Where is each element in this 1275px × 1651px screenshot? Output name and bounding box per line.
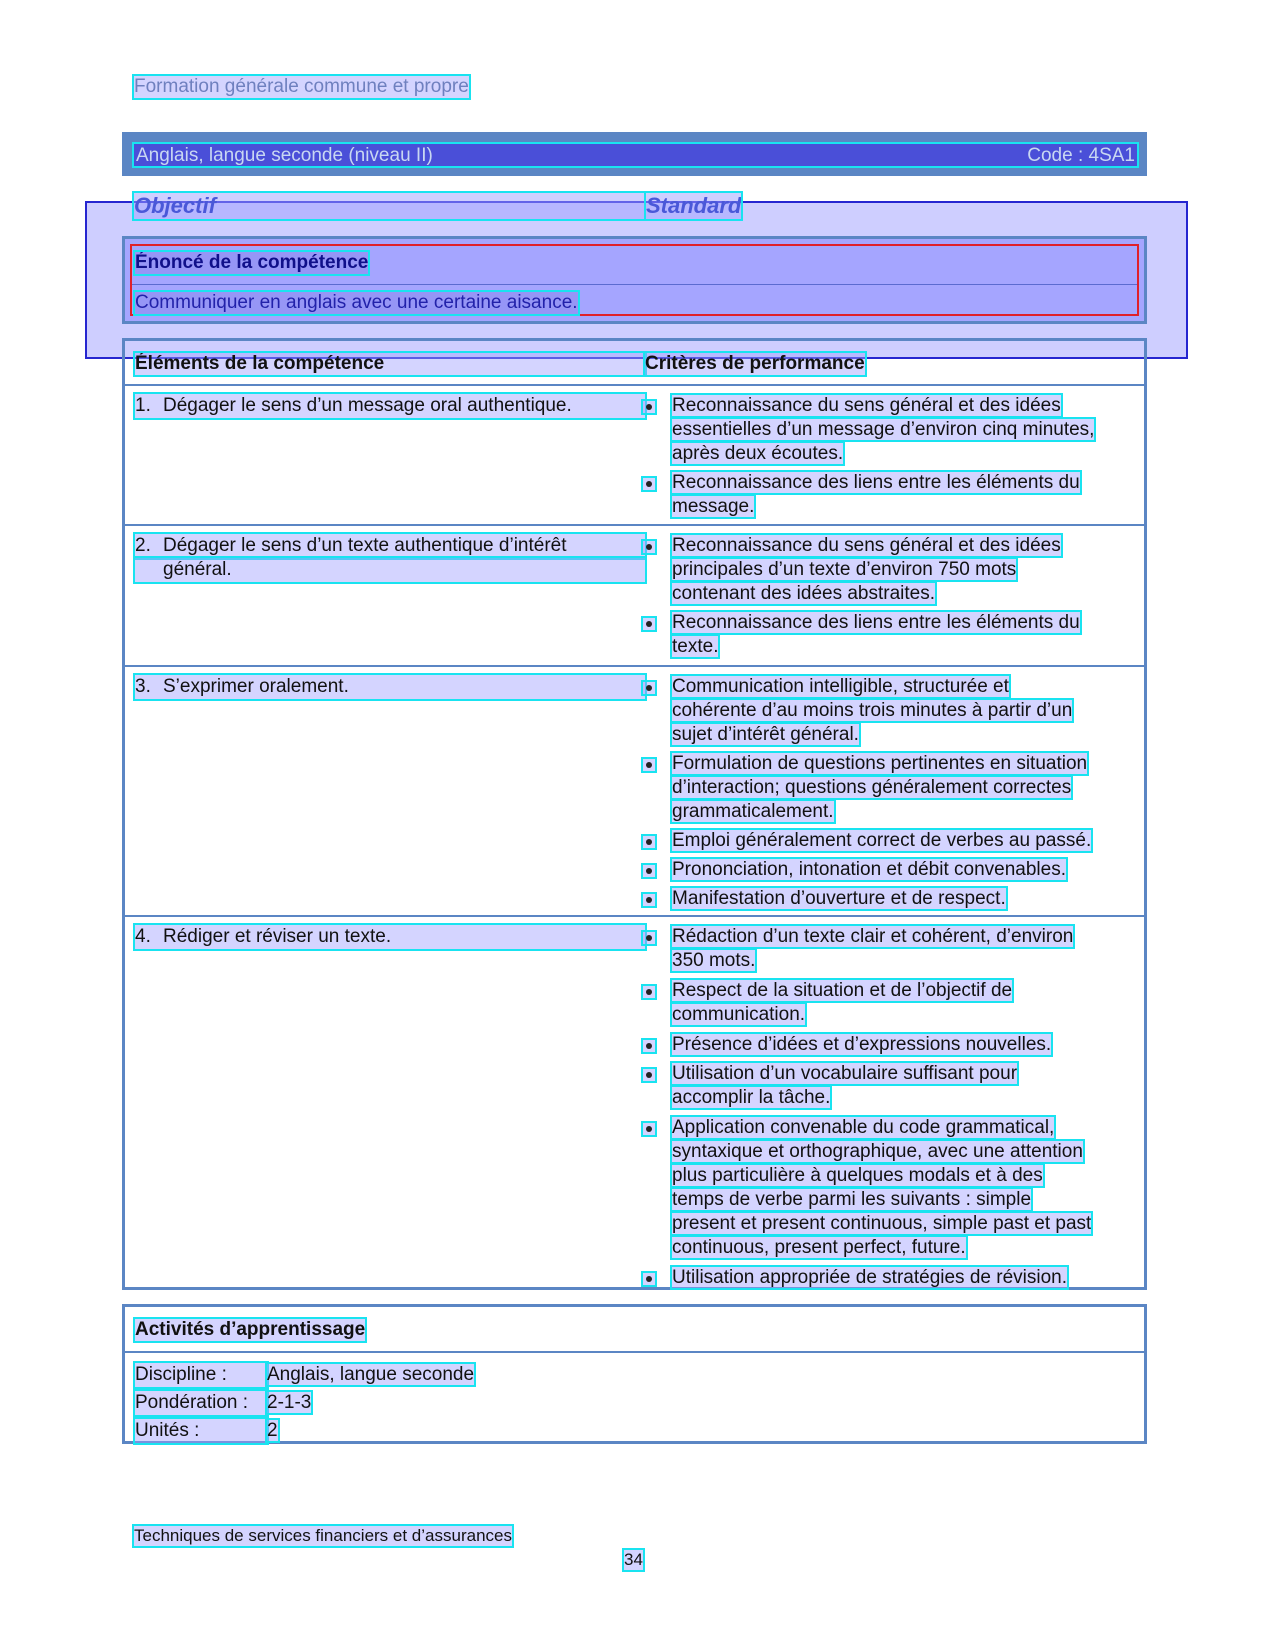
section-label: Formation générale commune et propre [134, 76, 469, 97]
objective-heading: Objectif [134, 193, 644, 219]
statement-box [122, 236, 1147, 324]
standard-heading: Standard [646, 193, 742, 218]
bullet-icon [643, 541, 655, 553]
criterion-item: Reconnaissance du sens général et des idées principales d’un texte d’environ 750 mots contenant des idées abstraites. [672, 535, 1061, 604]
criterion-item: Prononciation, intonation et débit convenables. [672, 859, 1066, 880]
bullet-icon [643, 682, 655, 694]
table-divider [125, 915, 1144, 917]
criterion-item: Rédaction d’un texte clair et cohérent, d’environ 350 mots. [672, 926, 1074, 971]
table-divider [125, 665, 1144, 667]
bullet-icon [643, 1273, 655, 1285]
bullet-icon [643, 478, 655, 490]
element-item: 3. S’exprimer oralement. [135, 675, 645, 699]
footer-program: Techniques de services financiers et d’assurances [134, 1526, 512, 1545]
competence-table [122, 338, 1147, 1290]
bullet-icon [643, 894, 655, 906]
bullet-icon [643, 618, 655, 630]
bullet-icon [643, 836, 655, 848]
criterion-item: Utilisation d’un vocabulaire suffisant pour accomplir la tâche. [672, 1063, 1018, 1108]
criterion-item: Emploi généralement correct de verbes au passé. [672, 830, 1092, 851]
program-name: Anglais, langue seconde (niveau II) [136, 145, 433, 166]
criterion-item: Utilisation appropriée de stratégies de révision. [672, 1267, 1067, 1288]
table-divider [125, 524, 1144, 526]
bullet-icon [643, 759, 655, 771]
page-number: 34 [624, 1550, 643, 1569]
element-item: 2. Dégager le sens d’un texte authentique d’intérêt général. [135, 534, 645, 582]
criterion-item: Reconnaissance des liens entre les éléments du texte. [672, 612, 1080, 657]
element-item: 1. Dégager le sens d’un message oral authentique. [135, 394, 645, 418]
bullet-icon [643, 401, 655, 413]
criterion-item: Reconnaissance du sens général et des idées essentielles d’un message d’environ cinq minutes, après deux écoutes. [672, 395, 1095, 464]
criterion-item: Communication intelligible, structurée et cohérente d’au moins trois minutes à partir d’un sujet d’intérêt général. [672, 676, 1073, 745]
element-item: 4. Rédiger et réviser un texte. [135, 925, 645, 949]
info-row-discipline: Discipline : Anglais, langue seconde [135, 1364, 475, 1385]
bullet-icon [643, 1040, 655, 1052]
statement-text: Communiquer en anglais avec une certaine aisance. [135, 292, 578, 313]
activities-box [122, 1304, 1147, 1444]
activities-heading: Activités d’apprentissage [135, 1319, 366, 1340]
elements-heading: Éléments de la compétence [135, 353, 645, 375]
criterion-item: Respect de la situation et de l’objectif de communication. [672, 980, 1013, 1025]
criteria-heading: Critères de performance [645, 353, 865, 374]
bullet-icon [643, 1069, 655, 1081]
bullet-icon [643, 986, 655, 998]
bullet-icon [643, 1123, 655, 1135]
program-code: Code : 4SA1 [1027, 145, 1135, 166]
info-row-units: Unités : 2 [135, 1420, 278, 1441]
table-divider [125, 384, 1144, 386]
criterion-item: Application convenable du code grammatical, syntaxique et orthographique, avec une attention plus particulière à quelques modals et à des temps de verbe parmi les suivants : simple present et present continuous, simple past et past continuous, present perfect, future. [672, 1117, 1092, 1258]
bullet-icon [643, 932, 655, 944]
criterion-item: Reconnaissance des liens entre les éléments du message. [672, 472, 1080, 517]
statement-heading: Énoncé de la compétence [135, 252, 369, 273]
bullet-icon [643, 865, 655, 877]
program-header [122, 132, 1147, 176]
criterion-item: Présence d’idées et d’expressions nouvelles. [672, 1034, 1052, 1055]
criterion-item: Formulation de questions pertinentes en situation d’interaction; questions généralement correctes grammaticalement. [672, 753, 1088, 822]
activities-divider [125, 1351, 1144, 1353]
info-row-weighting: Pondération : 2-1-3 [135, 1392, 312, 1413]
criterion-item: Manifestation d’ouverture et de respect. [672, 888, 1006, 909]
